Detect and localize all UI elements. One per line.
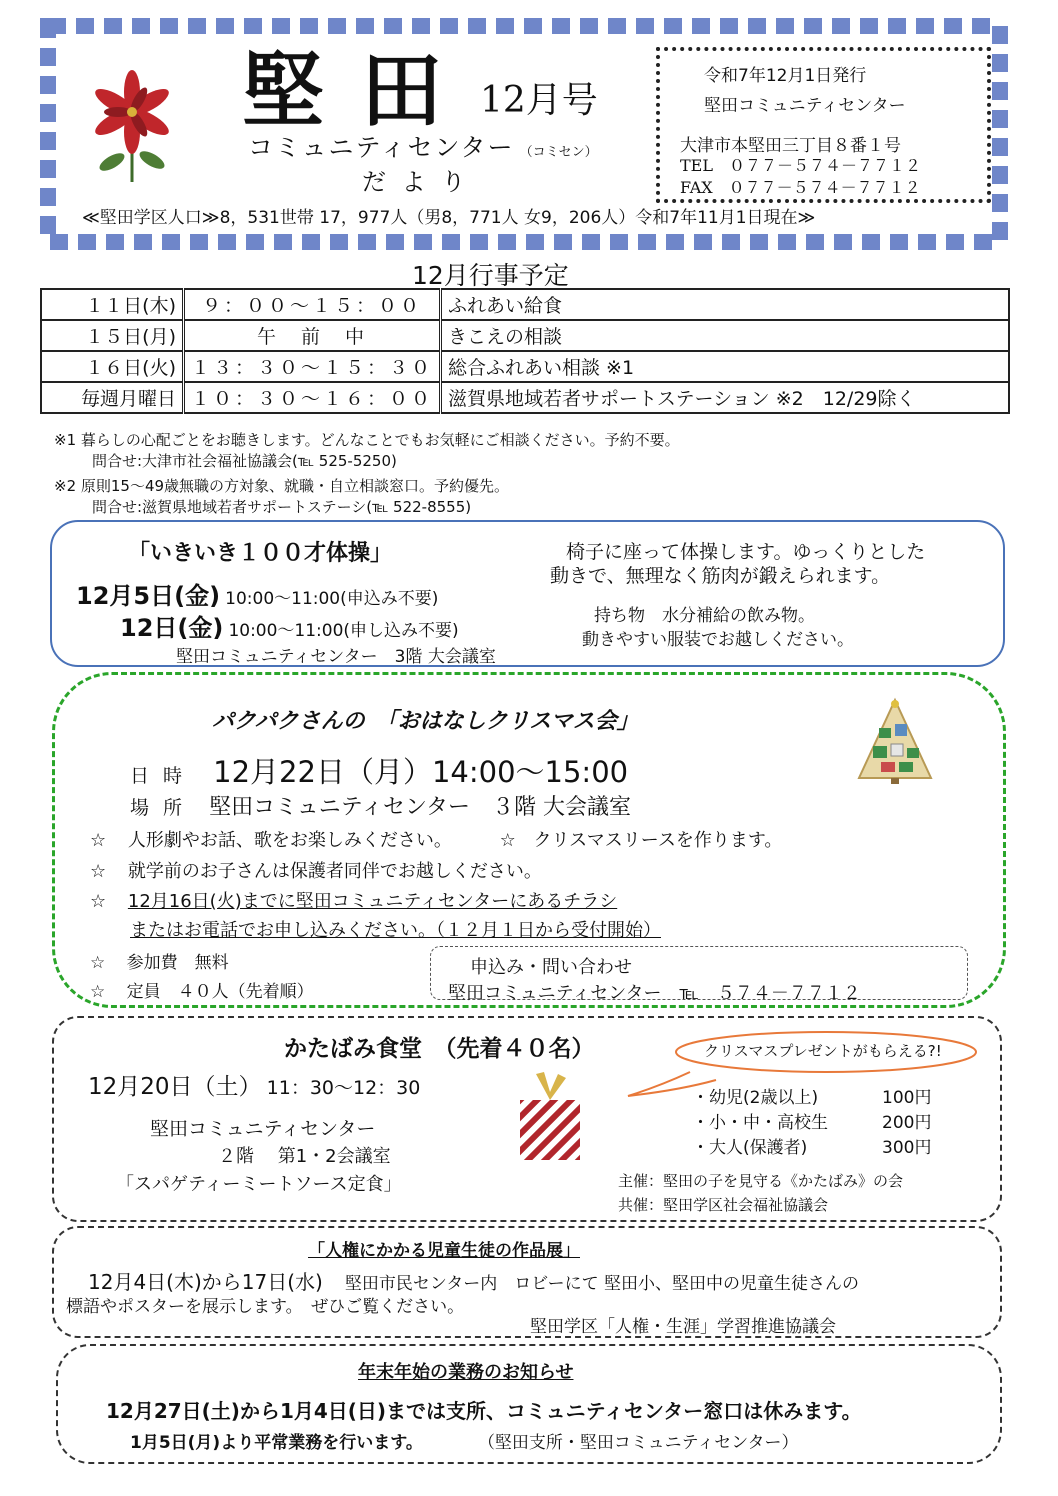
schedule-time: 午 前 中	[184, 320, 441, 351]
ikiiki-desc-1: 椅子に座って体操します。ゆっくりとした	[566, 541, 926, 563]
bubble-text: クリスマスプレゼントがもらえる?!	[704, 1042, 942, 1060]
katabami-time: 11：30～12：30	[266, 1077, 421, 1099]
ikiiki-date-2	[120, 608, 459, 643]
ikiiki-desc-2: 動きで、無理なく筋肉が鍛えられます。	[550, 565, 891, 587]
christmas-place-label: 場 所	[130, 797, 187, 819]
ikiiki-time: 10:00～11:00(申込み不要)	[225, 589, 439, 609]
schedule-event: 総合ふれあい相談 ※1	[441, 351, 1009, 382]
katabami-place-1: 堅田コミュニティセンター	[150, 1118, 376, 1140]
christmas-contact-2: 堅田コミュニティセンター ℡ ５７４－７７１２	[448, 983, 861, 1004]
subtitle-note: （コミセン）	[519, 145, 598, 160]
christmas-item-3	[90, 887, 617, 913]
christmas-capacity-text: 定員 ４０人（先着順）	[126, 982, 314, 1002]
ikiiki-bring	[582, 604, 854, 652]
price-value: 200円	[882, 1113, 932, 1133]
christmas-capacity	[90, 977, 314, 1002]
schedule-event: 滋賀県地域若者サポートステーション ※2 12/29除く	[441, 382, 1009, 413]
nenmatsu-text: 1月5日(月)より平常業務を行います。	[130, 1433, 423, 1453]
christmas-fee	[90, 948, 229, 973]
schedule-day: １１日(木)	[41, 289, 184, 320]
fax: FAX ０７７－５７４－７７１２	[680, 178, 921, 197]
note-2-contact: 問合せ:滋賀県地域若者サポートステーシ(℡ 522-8555)	[92, 498, 472, 516]
schedule-day: １５日(月)	[41, 320, 184, 351]
nenmatsu-line-1: 12月27日(土)から1月4日(日)までは支所、コミュニティセンター窓口は休みます。	[106, 1399, 862, 1423]
jinken-line-1	[88, 1266, 859, 1295]
ikiiki-date-1	[76, 576, 438, 611]
price-row	[692, 1086, 931, 1111]
price-list	[692, 1086, 931, 1161]
christmas-date-row	[130, 750, 628, 791]
nenmatsu-title: 年末年始の業務のお知らせ	[358, 1362, 574, 1383]
katabami-host: 主催：堅田の子を見守る《かたばみ》の会	[618, 1172, 904, 1190]
price-label: ・小・中・高校生	[692, 1113, 828, 1133]
christmas-item-1	[90, 826, 782, 852]
christmas-item-text: 人形劇やお話、歌をお楽しみください。	[127, 830, 452, 851]
table-row	[41, 351, 1009, 382]
schedule-time: ９：００～１５：００	[184, 289, 441, 320]
note-1-contact: 問合せ:大津市社会福祉協議会(℡ 525-5250)	[92, 452, 397, 470]
ikiiki-date: 12月5日(金)	[76, 582, 221, 610]
note-1	[54, 430, 680, 472]
address: 大津市本堅田三丁目８番１号	[680, 136, 901, 156]
ikiiki-desc	[550, 540, 925, 588]
katabami-menu: 「スパゲティーミートソース定食」	[116, 1174, 402, 1195]
christmas-item-text: 就学前のお子さんは保護者同伴でお越しください。	[127, 861, 542, 882]
price-value: 100円	[882, 1088, 932, 1108]
publish-date: 令和7年12月1日発行	[704, 66, 867, 86]
jinken-org: 堅田学区「人権・生涯」学習推進協議会	[530, 1317, 836, 1337]
table-row	[41, 320, 1009, 351]
katabami-datetime	[88, 1068, 420, 1101]
publisher-name: 堅田コミュニティセンター	[704, 96, 906, 116]
poinsettia-icon	[82, 62, 182, 184]
population-line: ≪堅田学区人口≫8，531世帯 17，977人（男8，771人 女9，206人）令和7年11月1日現在≫	[82, 203, 815, 228]
christmas-item-2	[90, 857, 542, 883]
schedule-table	[40, 288, 1010, 414]
jinken-line-2: 標語やポスターを展示します。 ぜひご覧ください。	[66, 1297, 465, 1317]
schedule-event: きこえの相談	[441, 320, 1009, 351]
christmas-place: 堅田コミュニティセンター ３階 大会議室	[209, 795, 632, 820]
star-icon: ☆	[90, 861, 107, 882]
newsletter-title: 堅 田	[242, 43, 447, 139]
gift-box-icon	[512, 1070, 588, 1164]
ikiiki-date: 12日(金)	[120, 614, 224, 642]
jinken-title: 「人権にかかる児童生徒の作品展」	[308, 1241, 580, 1261]
subtitle-dayori: だ よ り	[362, 168, 470, 196]
schedule-title: 12月行事予定	[412, 261, 569, 290]
nenmatsu-org: （堅田支所・堅田コミュニティセンター）	[477, 1433, 799, 1453]
ikiiki-place: 堅田コミュニティセンター 3階 大会議室	[176, 647, 496, 667]
star-icon: ☆	[499, 830, 516, 851]
katabami-place-2: ２階 第1・2会議室	[218, 1146, 391, 1167]
katabami-cohost: 共催：堅田学区社会福祉協議会	[618, 1196, 829, 1214]
christmas-date: 12月22日（月）14:00～15:00	[213, 755, 629, 789]
christmas-tree-icon	[855, 694, 935, 786]
publisher-info-box	[656, 47, 991, 203]
schedule-day: １６日(火)	[41, 351, 184, 382]
star-icon: ☆	[90, 891, 107, 912]
subtitle-main: コミュニティセンター	[248, 133, 515, 162]
christmas-item-text: 12月16日(火)までに堅田コミュニティセンターにあるチラシ	[127, 891, 618, 912]
katabami-title: かたばみ食堂 （先着４０名）	[284, 1036, 595, 1062]
schedule-day: 毎週月曜日	[41, 382, 184, 413]
jinken-text: 堅田市民センター内 ロビーにて 堅田小、堅田中の児童生徒さんの	[327, 1274, 859, 1294]
schedule-time: １３：３０～１５：３０	[184, 351, 441, 382]
christmas-date-label: 日 時	[130, 765, 187, 787]
note-2-text: ※2 原則15～49歳無職の方対象、就職・自立相談窓口。予約優先。	[54, 477, 510, 495]
christmas-fee-text: 参加費 無料	[126, 953, 229, 973]
nenmatsu-line-2	[130, 1428, 799, 1453]
note-1-text: ※1 暮らしの心配ごとをお聴きします。どんなことでもお気軽にご相談ください。予約不要。	[54, 431, 680, 449]
tel: TEL ０７７－５７４－７７１２	[680, 156, 921, 175]
star-icon: ☆	[90, 982, 106, 1002]
jinken-date: 12月4日(木)から17日(水)	[88, 1270, 323, 1294]
price-row	[692, 1136, 931, 1161]
christmas-item-3b: またはお電話でお申し込みください。（１２月１日から受付開始）	[130, 920, 661, 941]
price-value: 300円	[882, 1138, 932, 1158]
katabami-date: 12月20日（土）	[88, 1074, 262, 1100]
ikiiki-time: 10:00～11:00(申し込み不要)	[228, 621, 459, 641]
christmas-title: パクパクさんの 「おはなしクリスマス会」	[212, 709, 639, 734]
schedule-time: １０：３０～１６：００	[184, 382, 441, 413]
christmas-contact-1: 申込み・問い合わせ	[470, 957, 632, 978]
price-row	[692, 1111, 931, 1136]
ikiiki-bring-2: 動きやすい服装でお越しください。	[582, 630, 854, 650]
ikiiki-title: 「いきいき１００才体操」	[128, 541, 393, 566]
christmas-place-row	[130, 790, 631, 821]
table-row	[41, 289, 1009, 320]
issue-label: 12月号	[480, 80, 598, 121]
note-2	[54, 476, 509, 518]
table-row	[41, 382, 1009, 413]
star-icon: ☆	[90, 953, 106, 973]
star-icon: ☆	[90, 830, 107, 851]
christmas-item-text: クリスマスリースを作ります。	[533, 830, 783, 851]
schedule-event: ふれあい給食	[441, 289, 1009, 320]
price-label: ・大人(保護者)	[692, 1138, 808, 1158]
ikiiki-bring-1: 持ち物 水分補給の飲み物。	[594, 606, 815, 626]
price-label: ・幼児(2歳以上)	[692, 1088, 819, 1108]
subtitle	[248, 128, 598, 164]
